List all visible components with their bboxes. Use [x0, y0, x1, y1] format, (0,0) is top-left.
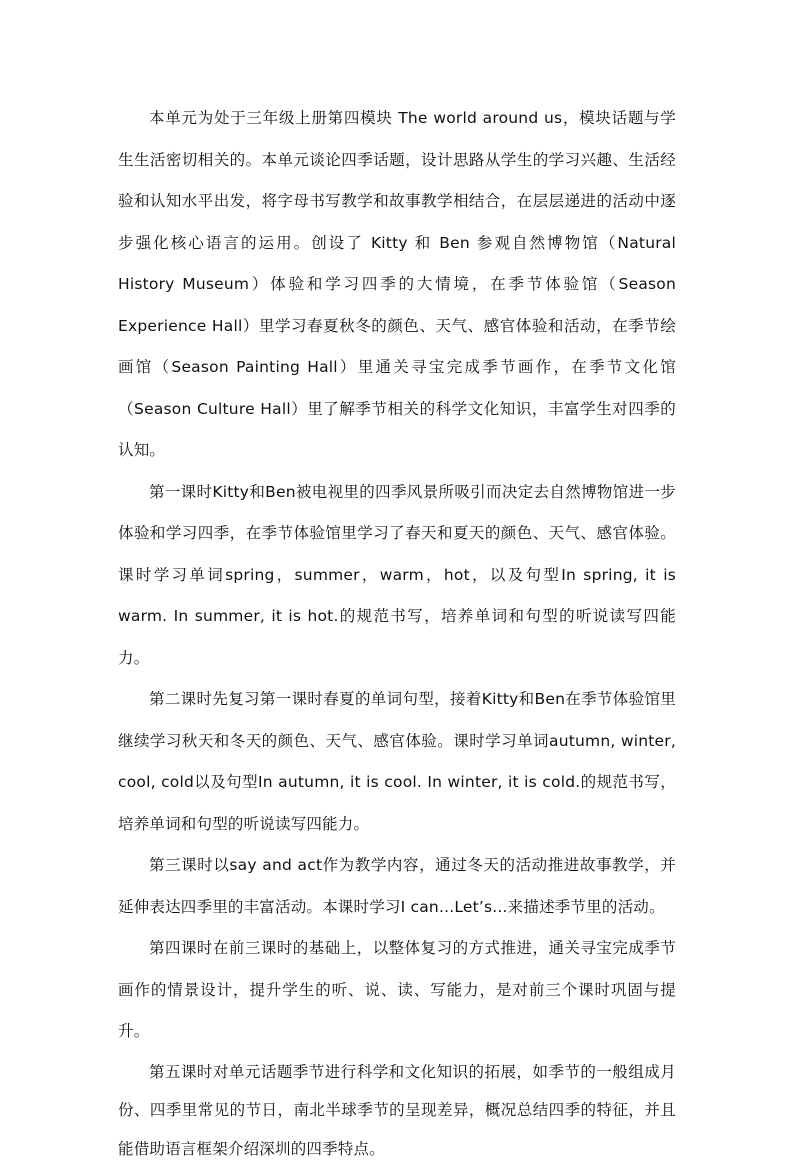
document-body	[118, 98, 676, 1168]
paragraph-lesson-4: 第四课时在前三课时的基础上，以整体复习的方式推进，通关寻宝完成季节画作的情景设计，提升学生的听、说、读、写能力，是对前三个课时巩固与提升。	[118, 928, 676, 1053]
paragraph-lesson-3: 第三课时以say and act作为教学内容，通过冬天的活动推进故事教学，并延伸表达四季里的丰富活动。本课时学习I can...Let’s...来描述季节里的活动。	[118, 845, 676, 928]
paragraph-lesson-5: 第五课时对单元话题季节进行科学和文化知识的拓展，如季节的一般组成月份、四季里常见的节日，南北半球季节的呈现差异，概况总结四季的特征，并且能借助语言框架介绍深圳的四季特点。	[118, 1053, 676, 1168]
paragraph-unit-overview: 本单元为处于三年级上册第四模块 The world around us，模块话题与学生生活密切相关的。本单元谈论四季话题，设计思路从学生的学习兴趣、生活经验和认知水平出发，将字母书写教学和故事教学相结合，在层层递进的活动中逐步强化核心语言的运用。创设了 Kitty 和 Ben 参观自然博物馆（Natural History Museum）体验和学习四季的大情境，在季节体验馆（Season Experience Hall）里学习春夏秋冬的颜色、天气、感官体验和活动，在季节绘画馆（Season Painting Hall）里通关寻宝完成季节画作，在季节文化馆（Season Culture Hall）里了解季节相关的科学文化知识，丰富学生对四季的认知。	[118, 98, 676, 472]
paragraph-lesson-2: 第二课时先复习第一课时春夏的单词句型，接着Kitty和Ben在季节体验馆里继续学习秋天和冬天的颜色、天气、感官体验。课时学习单词autumn, winter, cool, cold以及句型In autumn, it is cool. In winter, it is cold.的规范书写，培养单词和句型的听说读写四能力。	[118, 679, 676, 845]
paragraph-lesson-1: 第一课时Kitty和Ben被电视里的四季风景所吸引而决定去自然博物馆进一步体验和学习四季，在季节体验馆里学习了春天和夏天的颜色、天气、感官体验。课时学习单词spring，summer，warm，hot，以及句型In spring, it is warm. In summer, it is hot.的规范书写，培养单词和句型的听说读写四能力。	[118, 472, 676, 680]
